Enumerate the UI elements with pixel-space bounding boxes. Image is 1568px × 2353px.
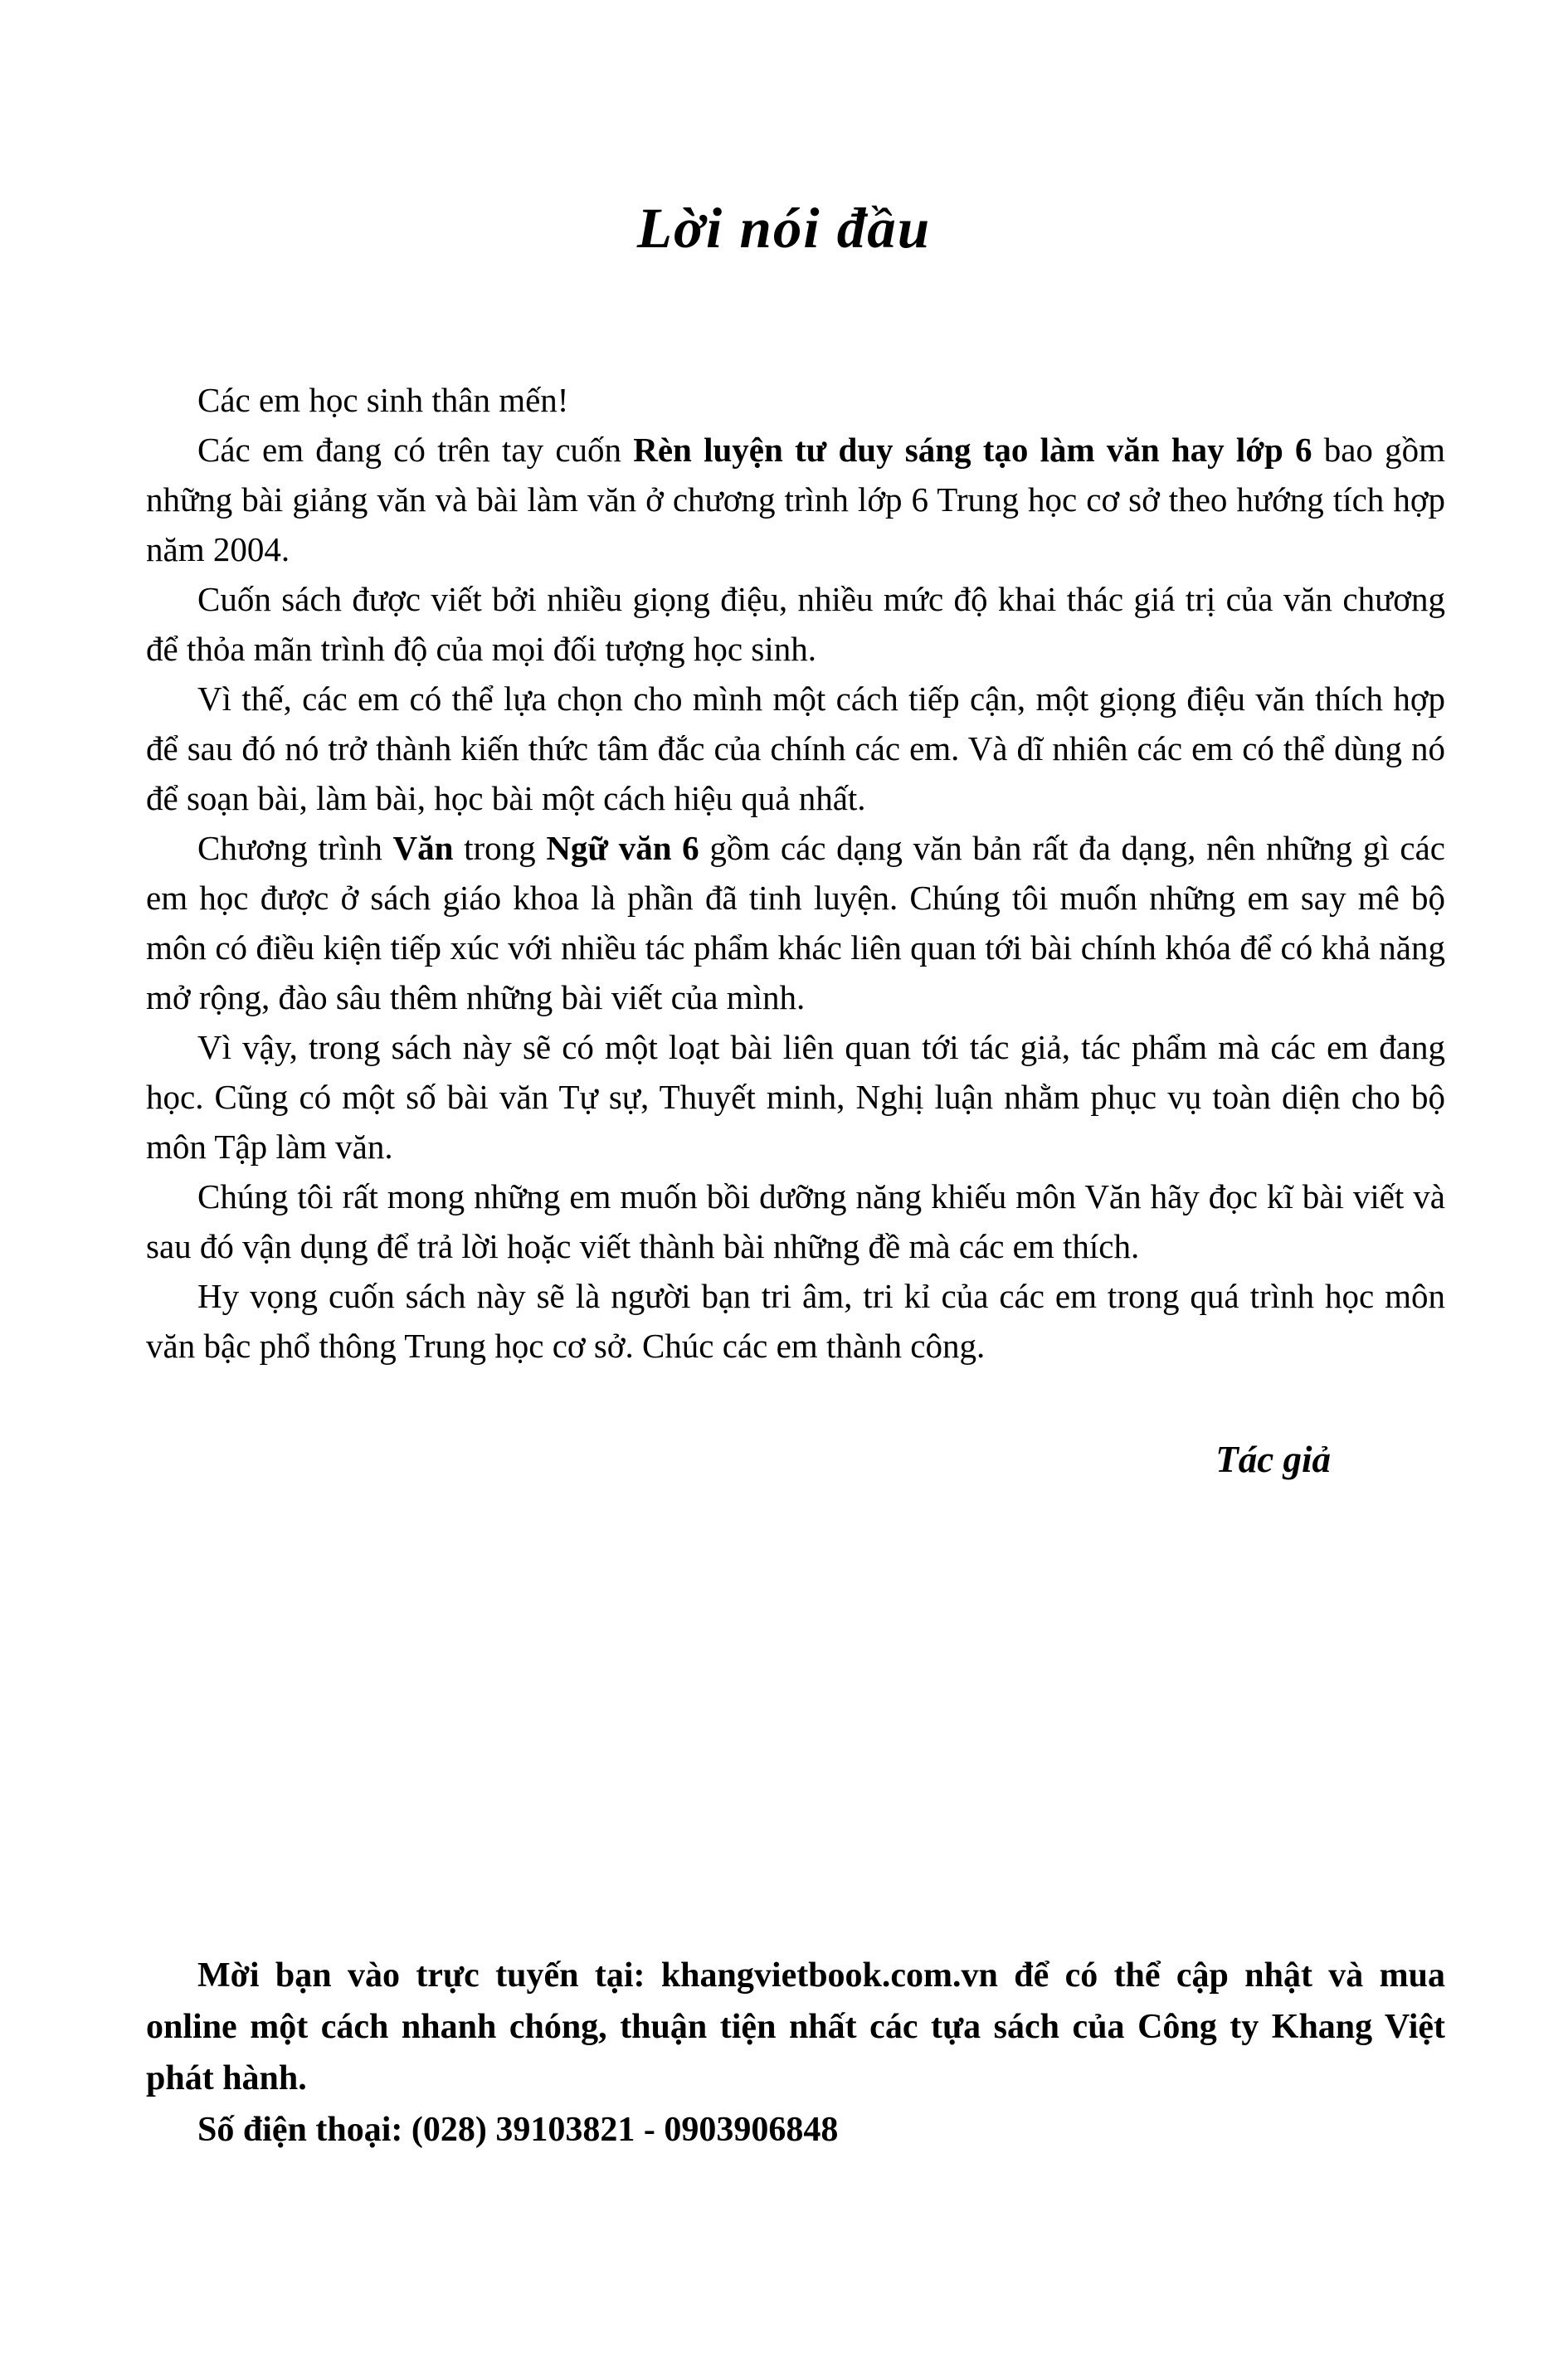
text-segment: Cuốn sách được viết bởi nhiều giọng điệu, nhiều mức độ khai thác giá trị của văn chương để thỏa mãn trình độ của mọi đối tượng học sinh.	[146, 580, 1445, 668]
text-segment: Chương trình	[197, 829, 393, 867]
body-paragraphs	[146, 375, 1445, 1371]
text-segment: bao gồm những bài giảng văn và bài làm văn ở chương trình lớp 6 Trung học cơ sở theo hướng tích hợp năm 2004.	[146, 431, 1445, 568]
paragraph	[146, 1172, 1445, 1271]
author-signature: Tác giả	[1215, 1439, 1331, 1480]
text-segment: Các em học sinh thân mến!	[197, 381, 569, 419]
footer-block	[146, 1950, 1445, 2156]
bold-text-segment: Văn	[392, 829, 454, 867]
paragraph	[146, 574, 1445, 674]
paragraph	[146, 375, 1445, 425]
paragraph	[146, 425, 1445, 574]
text-segment: gồm các dạng văn bản rất đa dạng, nên những gì các em học được ở sách giáo khoa là phần đã tinh luyện. Chúng tôi muốn những em say mê bộ môn có điều kiện tiếp xúc với nhiều tác phẩm khác liên quan tới bài chính khóa để có khả năng mở rộng, đào sâu thêm những bài viết của mình.	[146, 829, 1445, 1016]
bold-text-segment: Ngữ văn 6	[546, 829, 699, 867]
text-segment: Các em đang có trên tay cuốn	[197, 431, 634, 469]
paragraph	[146, 823, 1445, 1022]
paragraph	[146, 674, 1445, 823]
text-segment: Hy vọng cuốn sách này sẽ là người bạn tri âm, tri kỉ của các em trong quá trình học môn văn bậc phổ thông Trung học cơ sở. Chúc các em thành công.	[146, 1277, 1445, 1365]
text-segment: Vì thế, các em có thể lựa chọn cho mình một cách tiếp cận, một giọng điệu văn thích hợp để sau đó nó trở thành kiến thức tâm đắc của chính các em. Và dĩ nhiên các em có thể dùng nó để soạn bài, làm bài, học bài một cách hiệu quả nhất.	[146, 680, 1445, 817]
paragraph	[146, 1271, 1445, 1371]
page-title: Lời nói đầu	[636, 197, 932, 260]
paragraph	[146, 1022, 1445, 1172]
footer-phone-number: Số điện thoại: (028) 39103821 - 0903906848	[197, 2111, 839, 2149]
text-segment: Vì vậy, trong sách này sẽ có một loạt bài liên quan tới tác giả, tác phẩm mà các em đang học. Cũng có một số bài văn Tự sự, Thuyết minh, Nghị luận nhằm phục vụ toàn diện cho bộ môn Tập làm văn.	[146, 1028, 1445, 1166]
bold-text-segment: Rèn luyện tư duy sáng tạo làm văn hay lớp 6	[633, 431, 1312, 469]
text-segment: Chúng tôi rất mong những em muốn bồi dưỡng năng khiếu môn Văn hãy đọc kĩ bài viết và sau đó vận dụng để trả lời hoặc viết thành bài những đề mà các em thích.	[146, 1177, 1445, 1265]
text-segment: trong	[453, 829, 547, 867]
footer-promo-text: Mời bạn vào trực tuyến tại: khangvietbook.com.vn để có thể cập nhật và mua online một cách nhanh chóng, thuận tiện nhất các tựa sách của Công ty Khang Việt phát hành.	[146, 1956, 1445, 2097]
